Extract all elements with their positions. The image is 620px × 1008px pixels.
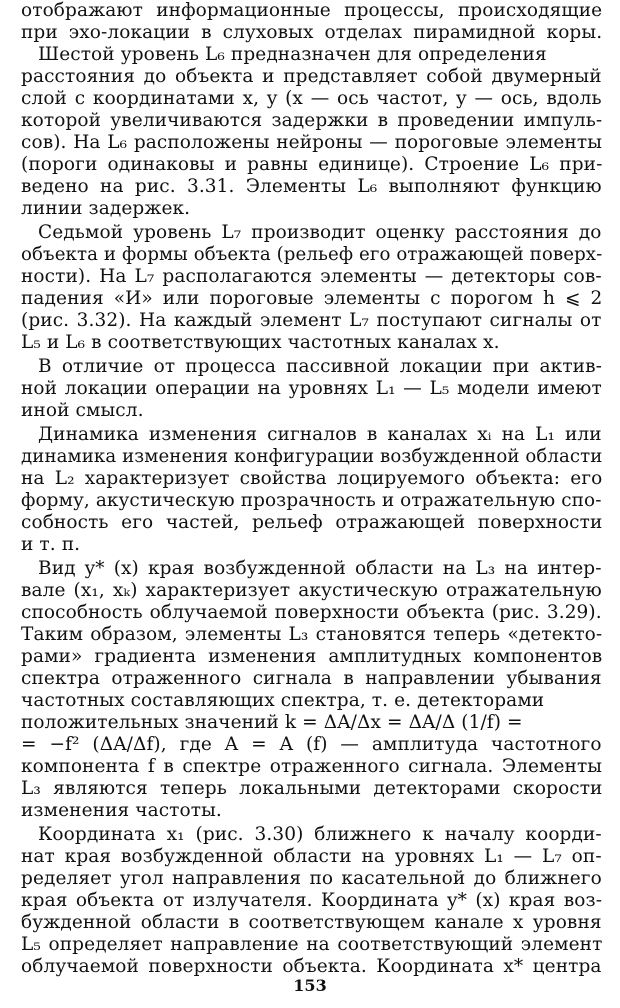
text-line: бужденной области в соответствующем канале x уровня [21,912,602,933]
text-line: отображают информационные процессы, происходящие [21,0,603,21]
text-line: облучаемой поверхности объекта. Координата x* центра [21,956,602,977]
page-number: 153 [293,976,327,995]
text-line: положительных значений k = ΔA/Δx = ΔA/Δ (1/f) = [21,712,523,733]
text-line: падения «И» или пороговые элементы с порогом h ⩽ 2 [21,288,603,309]
text-line: ведено на рис. 3.31. Элементы L₆ выполняют функцию [21,176,602,197]
text-line: Координата x₁ (рис. 3.30) ближнего к началу коорди- [38,824,602,845]
text-line: спектра отраженного сигнала в направлении убывания [21,668,602,689]
text-line: на L₂ характеризует свойства лоцируемого объекта: его [21,468,603,489]
text-line: изменения частоты. [21,800,222,821]
text-line: Шестой уровень L₆ предназначен для определения [38,44,547,65]
text-line: рами» градиента изменения амплитудных компонентов [21,646,603,667]
text-line: объекта и формы объекта (рельеф его отражающей поверх- [21,244,603,265]
text-line: линии задержек. [21,198,191,219]
text-line: частотных составляющих спектра, т. е. детекторами [21,690,545,711]
text-line: иной смысл. [21,400,144,421]
text-line: нат края возбужденной области на уровнях L₁ — L₇ оп- [21,846,602,867]
text-line: В отличие от процесса пассивной локации при актив- [38,356,602,377]
text-line: форму, акустическую прозрачность и отражательную спо- [21,490,602,511]
text-line: Динамика изменения сигналов в каналах xᵢ на L₁ или [38,424,602,445]
text-line: собность его частей, рельеф отражающей поверхности [21,512,603,533]
text-line: Вид y* (x) края возбужденной области на L₃ на интер- [38,558,602,579]
text-line: L₃ являются теперь локальными детекторами скорости [21,778,603,799]
text-line: Седьмой уровень L₇ производит оценку расстояния до [38,222,602,243]
text-line: (рис. 3.32). На каждый элемент L₇ поступают сигналы от [21,310,602,331]
text-line: сов). На L₆ расположены нейроны — пороговые элементы [21,132,603,153]
text-line: = −f² (ΔA/Δf), где A = A (f) — амплитуда частотного [21,734,602,755]
text-line: ности). На L₇ располагаются элементы — детекторы сов- [21,266,602,287]
text-line: компонента f в спектре отраженного сигнала. Элементы [21,756,603,777]
text-line: слой с координатами x, y (x — ось частот, y — ось, вдоль [21,88,602,109]
text-line: Таким образом, элементы L₃ становятся теперь «детекто- [21,624,603,645]
text-line: динамика изменения конфигурации возбужденной области [21,446,603,467]
text-line: и т. п. [21,534,81,555]
text-line: (пороги одинаковы и равны единице). Строение L₆ при- [21,154,603,175]
text-line: которой увеличиваются задержки в проведении импуль- [21,110,603,131]
text-line: L₅ и L₆ в соответствующих частотных каналах x. [21,332,500,353]
text-line: ной локации операции на уровнях L₁ — L₅ модели имеют [21,378,602,399]
text-line: L₅ определяет направление на соответствующий элемент [21,934,603,955]
text-line: расстояния до объекта и представляет собой двумерный [21,66,602,87]
text-line: края объекта от излучателя. Координата y* (x) края воз- [21,890,603,911]
text-line: вале (x₁, xₖ) характеризует акустическую отражательную [21,580,602,601]
text-line: способность облучаемой поверхности объекта (рис. 3.29). [21,602,602,623]
text-line: при эхо-локации в слуховых отделах пирамидной коры. [21,22,603,43]
text-line: ределяет угол направления по касательной до ближнего [21,868,602,889]
